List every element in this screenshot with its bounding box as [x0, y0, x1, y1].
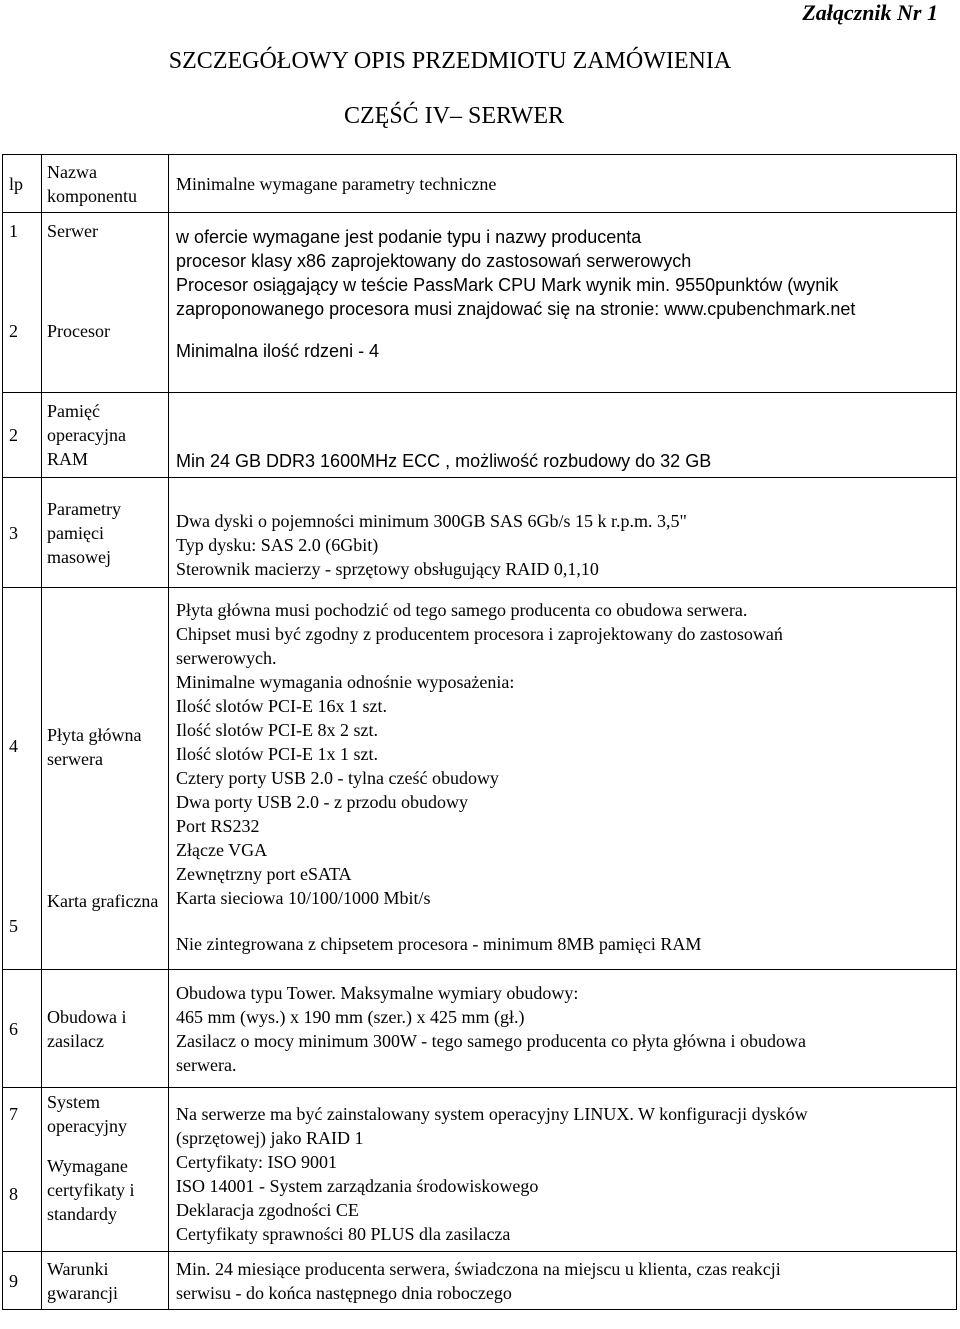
- attachment-label: Załącznik Nr 1: [802, 0, 938, 25]
- row-lp-cell: [3, 588, 42, 970]
- mainboard-params: [169, 588, 957, 970]
- table-row-os-certs: [3, 1088, 957, 1252]
- col-header-params: Minimalne wymagane parametry techniczne: [169, 155, 957, 213]
- param-line: Płyta główna musi pochodzić od tego samego producenta co obudowa serwera.: [176, 600, 748, 620]
- document-subtitle: CZĘŚĆ IV– SERWER: [343, 103, 565, 129]
- col-header-lp: lp: [3, 155, 42, 213]
- row-lp: 3: [3, 478, 42, 588]
- row-name: Obudowa i zasilacz: [42, 970, 169, 1088]
- document-title: SZCZEGÓŁOWY OPIS PRZEDMIOTU ZAMÓWIENIA: [168, 48, 732, 74]
- row-name-cell: [42, 213, 169, 393]
- row-name-cell: [42, 1088, 169, 1252]
- param-line: Typ dysku: SAS 2.0 (6Gbit): [176, 535, 379, 555]
- row-lp: 8: [9, 1184, 18, 1204]
- table-header-row: [3, 155, 957, 213]
- param-line: 465 mm (wys.) x 190 mm (szer.) x 425 mm (gł.): [176, 1006, 525, 1027]
- row-name: System operacyjny: [47, 1092, 127, 1136]
- param-line: Minimalna ilość rdzeni - 4: [176, 341, 380, 361]
- param-line: Minimalne wymagania odnośnie wyposażenia:: [176, 672, 515, 692]
- param-line: Certyfikaty: ISO 9001: [176, 1152, 337, 1172]
- param-line: Ilość slotów PCI-E 16x 1 szt.: [176, 696, 387, 716]
- spec-table: [2, 154, 957, 1310]
- param-line: serwera.: [176, 1054, 237, 1075]
- row-name: Warunki gwarancji: [42, 1252, 169, 1310]
- param-line: Zewnętrzny port eSATA: [176, 864, 352, 884]
- row-lp-cell: [3, 213, 42, 393]
- row-name-text: Karta graficzna: [47, 891, 159, 911]
- table-row-case: [3, 970, 957, 1088]
- spacer: [176, 910, 952, 932]
- param-line: procesor klasy x86 zaprojektowany do zastosowań serwerowych: [176, 251, 692, 271]
- table-row-server-cpu: [3, 213, 957, 393]
- param-line: Dwa dyski o pojemności minimum 300GB SAS 6Gb/s 15 k r.p.m. 3,5": [176, 511, 687, 531]
- param-line: Cztery porty USB 2.0 - tylna cześć obudowy: [176, 768, 499, 788]
- case-params: [169, 970, 957, 1088]
- cpu-params: [169, 213, 957, 393]
- table-row-mainboard-graphics: [3, 588, 957, 970]
- param-line: (sprzętowej) jako RAID 1: [176, 1128, 364, 1148]
- param-line: Złącze VGA: [176, 840, 268, 860]
- param-line: Deklaracja zgodności CE: [176, 1200, 359, 1220]
- param-line: serwerowych.: [176, 648, 277, 668]
- param-line: Min. 24 miesiące producenta serwera, świadczona na miejscu u klienta, czas reakcji: [176, 1258, 781, 1279]
- param-line: serwisu - do końca następnego dnia roboczego: [176, 1282, 512, 1303]
- param-line: zaproponowanego procesora musi znajdować się na stronie: www.cpubenchmark.net: [176, 299, 856, 319]
- param-line: Na serwerze ma być zainstalowany system operacyjny LINUX. W konfiguracji dysków: [176, 1104, 808, 1124]
- row-lp: 9: [3, 1252, 42, 1310]
- param-line: Procesor osiągający w teście PassMark CPU Mark wynik min. 9550punktów (wynik: [176, 275, 839, 295]
- storage-params: [169, 478, 957, 588]
- row-lp: 4: [9, 736, 18, 756]
- row-name: Pamięć operacyjna RAM: [42, 393, 169, 478]
- param-line: Min 24 GB DDR3 1600MHz ECC , możliwość rozbudowy do 32 GB: [176, 451, 712, 471]
- table-row-ram: [3, 393, 957, 478]
- row-lp: 2: [3, 393, 42, 478]
- row-name: Parametry pamięci masowej: [42, 478, 169, 588]
- param-line: Certyfikaty sprawności 80 PLUS dla zasilacza: [176, 1224, 511, 1244]
- col-header-name: Nazwa komponentu: [42, 155, 169, 213]
- table-row-warranty: [3, 1252, 957, 1310]
- row-name-text: Płyta główna serwera: [47, 725, 142, 769]
- param-line: w ofercie wymagane jest podanie typu i nazwy producenta: [176, 227, 642, 247]
- param-line: Chipset musi być zgodny z producentem procesora i zaprojektowany do zastosowań: [176, 624, 783, 644]
- row-name: Serwer: [47, 221, 98, 241]
- row-name: Wymagane certyfikaty i standardy: [47, 1156, 135, 1224]
- ram-params: [169, 393, 957, 478]
- param-line: Port RS232: [176, 816, 260, 836]
- param-line: Karta sieciowa 10/100/1000 Mbit/s: [176, 888, 431, 908]
- row-name: Procesor: [47, 321, 110, 341]
- row-lp: 5: [9, 916, 18, 936]
- table-row-storage: [3, 478, 957, 588]
- row-lp: 2: [9, 321, 18, 341]
- param-line: Ilość slotów PCI-E 1x 1 szt.: [176, 744, 378, 764]
- param-line: Nie zintegrowana z chipsetem procesora - minimum 8MB pamięci RAM: [176, 934, 702, 954]
- spacer: [176, 321, 952, 339]
- param-line: Sterownik macierzy - sprzętowy obsługujący RAID 0,1,10: [176, 559, 599, 579]
- row-lp: 6: [3, 970, 42, 1088]
- param-line: ISO 14001 - System zarządzania środowiskowego: [176, 1176, 539, 1196]
- row-name: [47, 723, 164, 771]
- row-name-cell: [42, 588, 169, 970]
- os-cert-params: [169, 1088, 957, 1252]
- param-line: Ilość slotów PCI-E 8x 2 szt.: [176, 720, 378, 740]
- param-line: Zasilacz o mocy minimum 300W - tego samego producenta co płyta główna i obudowa: [176, 1030, 807, 1051]
- warranty-params: [169, 1252, 957, 1310]
- row-lp-cell: [3, 1088, 42, 1252]
- row-name: [47, 889, 164, 913]
- row-lp: 1: [9, 221, 18, 241]
- row-lp: 7: [9, 1104, 18, 1124]
- param-line: Dwa porty USB 2.0 - z przodu obudowy: [176, 792, 468, 812]
- param-line: Obudowa typu Tower. Maksymalne wymiary obudowy:: [176, 982, 579, 1003]
